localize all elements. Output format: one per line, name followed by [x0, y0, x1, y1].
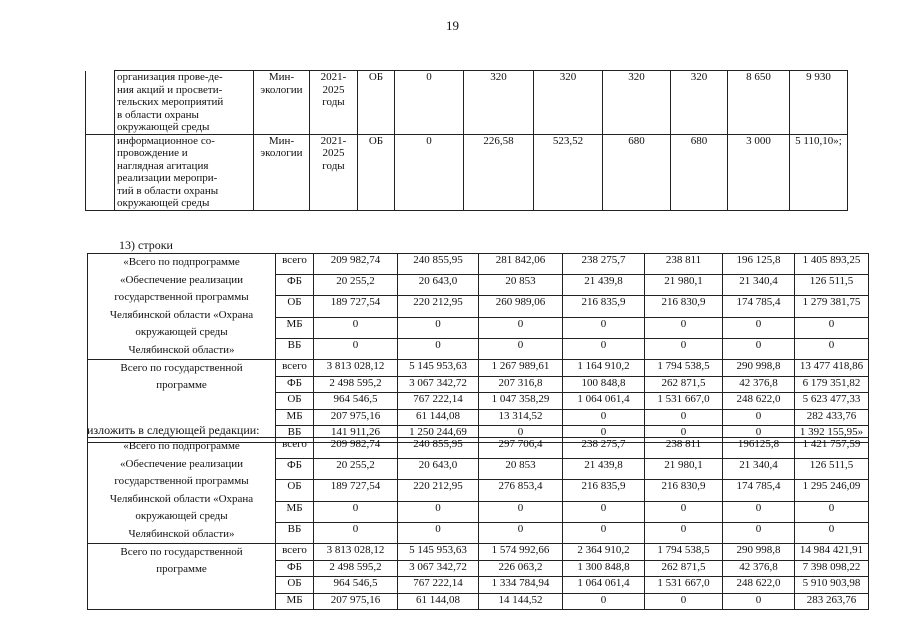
value-cell: 680 — [671, 134, 728, 210]
value-cell: 196125,8 — [723, 438, 795, 459]
source-type-cell: всего — [276, 544, 314, 561]
value-cell: 0 — [645, 501, 723, 522]
value-cell: 216 830,9 — [645, 296, 723, 317]
source-type-cell: ФБ — [276, 560, 314, 577]
value-cell: 20 643,0 — [398, 275, 479, 296]
value-cell: 0 — [395, 134, 464, 210]
activity-row — [86, 71, 848, 135]
value-cell: 0 — [563, 593, 645, 610]
value-cell: 14 984 421,91 — [795, 544, 869, 561]
value-cell: 1 574 992,66 — [479, 544, 563, 561]
value-cell: 42 376,8 — [723, 376, 795, 393]
value-cell: 0 — [723, 522, 795, 543]
value-cell: 126 511,5 — [795, 459, 869, 480]
num-cell — [86, 134, 115, 210]
value-cell: 209 982,74 — [314, 254, 398, 275]
value-cell: 1 405 893,25 — [795, 254, 869, 275]
value-cell: 238 811 — [645, 254, 723, 275]
value-cell: 238 811 — [645, 438, 723, 459]
value-cell: 174 785,4 — [723, 296, 795, 317]
source-cell: ОБ — [358, 134, 395, 210]
page-number: 19 — [446, 18, 459, 33]
value-cell: 1 164 910,2 — [563, 360, 645, 377]
value-cell: 226,58 — [464, 134, 534, 210]
value-cell: 2 364 910,2 — [563, 544, 645, 561]
value-cell: 6 179 351,82 — [795, 376, 869, 393]
value-cell: 1 531 667,0 — [645, 393, 723, 410]
value-cell: 0 — [314, 501, 398, 522]
value-cell: 0 — [795, 317, 869, 338]
activity-name — [115, 71, 254, 135]
value-cell: 1 794 538,5 — [645, 360, 723, 377]
value-cell: 1 300 848,8 — [563, 560, 645, 577]
value-cell: 1 064 061,4 — [563, 577, 645, 594]
value-cell: 1 279 381,75 — [795, 296, 869, 317]
source-type-cell: ОБ — [276, 393, 314, 410]
value-cell: 320 — [534, 71, 603, 135]
value-cell: 248 622,0 — [723, 577, 795, 594]
value-cell: 276 853,4 — [479, 480, 563, 501]
activity-name-line: провождение и — [117, 147, 188, 159]
value-cell: 5 145 953,63 — [398, 544, 479, 561]
source-type-cell: ОБ — [276, 480, 314, 501]
executor-line: Мин- — [268, 71, 295, 83]
value-cell: 216 835,9 — [563, 296, 645, 317]
executor-line: Мин- — [268, 134, 295, 147]
subprogram-row — [88, 254, 869, 275]
activity-name-line: наглядная агитация — [117, 159, 209, 172]
value-cell: 0 — [563, 338, 645, 359]
value-cell: 2 498 595,2 — [314, 376, 398, 393]
value-cell: 1 267 989,61 — [479, 360, 563, 377]
subprogram-label-line: «Всего по подпрограмме — [123, 256, 240, 268]
source-type-cell: ВБ — [276, 338, 314, 359]
value-cell: 240 855,95 — [398, 254, 479, 275]
value-cell: 0 — [723, 593, 795, 610]
value-cell: 290 998,8 — [723, 360, 795, 377]
subprogram-label-line: государственной программы — [114, 291, 249, 303]
value-cell: 0 — [398, 317, 479, 338]
value-cell: 8 650 — [728, 71, 790, 135]
value-cell: 0 — [723, 501, 795, 522]
value-cell: 189 727,54 — [314, 296, 398, 317]
subprogram-label-line: Челябинской области» — [128, 527, 235, 540]
source-type-cell: ФБ — [276, 376, 314, 393]
program-label-line: Всего по государственной — [120, 362, 243, 374]
activity-name-line: организация прове-де- — [117, 71, 223, 83]
value-cell: 767 222,14 — [398, 393, 479, 410]
source-type-cell: ВБ — [276, 426, 314, 443]
activity-name-line: тельских мероприятий — [117, 96, 224, 108]
activity-name-line: реализации меропри- — [117, 172, 218, 184]
value-cell: 0 — [723, 317, 795, 338]
value-cell: 1 295 246,09 — [795, 480, 869, 501]
caption-rows: 13) строки — [119, 238, 173, 252]
value-cell: 767 222,14 — [398, 577, 479, 594]
value-cell: 1 047 358,29 — [479, 393, 563, 410]
value-cell: 3 813 028,12 — [314, 360, 398, 377]
value-cell: 20 643,0 — [398, 459, 479, 480]
value-cell: 1 250 244,69 — [398, 426, 479, 443]
value-cell: 20 255,2 — [314, 459, 398, 480]
activity-name — [115, 134, 254, 210]
period-line: 2021- — [320, 71, 347, 83]
program-label-line: программе — [156, 563, 207, 575]
value-cell: 0 — [795, 501, 869, 522]
source-type-cell: всего — [276, 254, 314, 275]
value-cell: 964 546,5 — [314, 577, 398, 594]
subprogram-total-label — [88, 254, 276, 360]
value-cell: 320 — [464, 71, 534, 135]
value-cell: 1 421 757,59 — [795, 438, 869, 459]
value-cell: 0 — [398, 501, 479, 522]
activities-table — [85, 70, 848, 211]
value-cell: 21 980,1 — [645, 275, 723, 296]
value-cell: 0 — [645, 522, 723, 543]
subprogram-label-line: «Обеспечение реализации — [119, 457, 243, 470]
value-cell: 216 835,9 — [563, 480, 645, 501]
value-cell: 0 — [645, 338, 723, 359]
source-type-cell: МБ — [276, 409, 314, 426]
executor-cell — [254, 134, 310, 210]
subprogram-label-line: «Всего по подпрограмме — [123, 440, 240, 452]
value-cell: 0 — [723, 426, 795, 443]
value-cell: 13 314,52 — [479, 409, 563, 426]
period-line: 2025 — [322, 147, 345, 159]
old-summary-table — [87, 253, 869, 443]
value-cell: 297 706,4 — [479, 438, 563, 459]
value-cell: 238 275,7 — [563, 438, 645, 459]
value-cell: 0 — [723, 338, 795, 359]
subprogram-label-line: окружающей среды — [135, 510, 228, 522]
source-type-cell: МБ — [276, 501, 314, 522]
source-type-cell: МБ — [276, 593, 314, 610]
value-cell: 0 — [563, 409, 645, 426]
value-cell: 0 — [795, 522, 869, 543]
source-type-cell: ВБ — [276, 522, 314, 543]
value-cell: 21 980,1 — [645, 459, 723, 480]
value-cell: 290 998,8 — [723, 544, 795, 561]
value-cell: 0 — [479, 317, 563, 338]
period-cell — [310, 134, 358, 210]
value-cell: 320 — [603, 71, 671, 135]
value-cell: 3 067 342,72 — [398, 376, 479, 393]
value-cell: 0 — [479, 501, 563, 522]
value-cell: 0 — [645, 426, 723, 443]
value-cell: 0 — [314, 522, 398, 543]
value-cell: 240 855,95 — [398, 438, 479, 459]
value-cell: 20 853 — [479, 275, 563, 296]
value-cell: 0 — [479, 522, 563, 543]
value-cell: 21 439,8 — [563, 275, 645, 296]
value-cell: 216 830,9 — [645, 480, 723, 501]
source-type-cell: всего — [276, 360, 314, 377]
value-cell: 0 — [398, 522, 479, 543]
value-cell: 0 — [398, 338, 479, 359]
value-cell: 61 144,08 — [398, 409, 479, 426]
program-label-line: программе — [156, 379, 207, 391]
value-cell: 141 911,26 — [314, 426, 398, 443]
value-cell: 1 392 155,95» — [795, 426, 869, 443]
period-line: 2021- — [320, 134, 347, 147]
period-line: годы — [322, 159, 345, 172]
executor-line: экологии — [260, 83, 303, 96]
source-type-cell: МБ — [276, 317, 314, 338]
value-cell: 5 910 903,98 — [795, 577, 869, 594]
value-cell: 0 — [479, 338, 563, 359]
executor-line: экологии — [260, 147, 303, 159]
value-cell: 21 340,4 — [723, 275, 795, 296]
value-cell: 1 531 667,0 — [645, 577, 723, 594]
value-cell: 42 376,8 — [723, 560, 795, 577]
value-cell: 282 433,76 — [795, 409, 869, 426]
subprogram-row — [88, 438, 869, 459]
subprogram-total-label — [88, 438, 276, 544]
value-cell: 0 — [795, 338, 869, 359]
value-cell: 207 316,8 — [479, 376, 563, 393]
value-cell: 680 — [603, 134, 671, 210]
source-type-cell: ФБ — [276, 459, 314, 480]
value-cell: 283 263,76 — [795, 593, 869, 610]
activity-name-line: ния акций и просвети- — [117, 83, 223, 96]
program-label-line: Всего по государственной — [120, 546, 243, 558]
activity-name-line: окружающей среды — [117, 121, 210, 133]
value-cell: 209 982,74 — [314, 438, 398, 459]
value-cell: 5 110,10»; — [790, 134, 848, 210]
value-cell: 320 — [671, 71, 728, 135]
value-cell: 262 871,5 — [645, 376, 723, 393]
source-type-cell: всего — [276, 438, 314, 459]
value-cell: 0 — [563, 426, 645, 443]
value-cell: 21 340,4 — [723, 459, 795, 480]
value-cell: 248 622,0 — [723, 393, 795, 410]
value-cell: 3 067 342,72 — [398, 560, 479, 577]
value-cell: 174 785,4 — [723, 480, 795, 501]
source-type-cell: ОБ — [276, 577, 314, 594]
program-row — [88, 360, 869, 377]
activity-name-line: тий в области охраны — [117, 184, 219, 197]
subprogram-label-line: Челябинской области» — [128, 343, 235, 356]
value-cell: 207 975,16 — [314, 593, 398, 610]
value-cell: 61 144,08 — [398, 593, 479, 610]
subprogram-label-line: Челябинской области «Охрана — [109, 308, 254, 321]
caption-new-edition: изложить в следующей редакции: — [87, 423, 260, 437]
source-cell: ОБ — [358, 71, 395, 135]
program-total-label — [88, 544, 276, 610]
period-line: 2025 — [322, 83, 345, 96]
value-cell: 1 064 061,4 — [563, 393, 645, 410]
value-cell: 1 334 784,94 — [479, 577, 563, 594]
value-cell: 20 853 — [479, 459, 563, 480]
value-cell: 0 — [645, 409, 723, 426]
value-cell: 523,52 — [534, 134, 603, 210]
value-cell: 226 063,2 — [479, 560, 563, 577]
value-cell: 14 144,52 — [479, 593, 563, 610]
value-cell: 189 727,54 — [314, 480, 398, 501]
value-cell: 260 989,06 — [479, 296, 563, 317]
value-cell: 262 871,5 — [645, 560, 723, 577]
value-cell: 0 — [395, 71, 464, 135]
value-cell: 21 439,8 — [563, 459, 645, 480]
value-cell: 9 930 — [790, 71, 848, 135]
value-cell: 0 — [563, 522, 645, 543]
value-cell: 100 848,8 — [563, 376, 645, 393]
value-cell: 13 477 418,86 — [795, 360, 869, 377]
value-cell: 3 000 — [728, 134, 790, 210]
value-cell: 126 511,5 — [795, 275, 869, 296]
value-cell: 20 255,2 — [314, 275, 398, 296]
value-cell: 1 794 538,5 — [645, 544, 723, 561]
value-cell: 0 — [479, 426, 563, 443]
num-cell — [86, 71, 115, 135]
period-line: годы — [322, 96, 345, 108]
value-cell: 220 212,95 — [398, 480, 479, 501]
executor-cell — [254, 71, 310, 135]
source-type-cell: ОБ — [276, 296, 314, 317]
value-cell: 0 — [645, 317, 723, 338]
period-cell — [310, 71, 358, 135]
activity-name-line: в области охраны — [117, 108, 199, 121]
value-cell: 0 — [723, 409, 795, 426]
value-cell: 964 546,5 — [314, 393, 398, 410]
source-type-cell: ФБ — [276, 275, 314, 296]
value-cell: 196 125,8 — [723, 254, 795, 275]
subprogram-label-line: государственной программы — [114, 475, 249, 487]
subprogram-label-line: Челябинской области «Охрана — [109, 492, 254, 505]
activity-name-line: информационное со- — [117, 134, 215, 147]
value-cell: 0 — [563, 501, 645, 522]
subprogram-label-line: окружающей среды — [135, 326, 228, 338]
activity-name-line: окружающей среды — [117, 197, 210, 209]
value-cell: 7 398 098,22 — [795, 560, 869, 577]
new-summary-table — [87, 437, 869, 610]
value-cell: 0 — [314, 338, 398, 359]
value-cell: 3 813 028,12 — [314, 544, 398, 561]
value-cell: 2 498 595,2 — [314, 560, 398, 577]
activity-row — [86, 134, 848, 210]
program-row — [88, 544, 869, 561]
value-cell: 238 275,7 — [563, 254, 645, 275]
value-cell: 5 623 477,33 — [795, 393, 869, 410]
value-cell: 0 — [645, 593, 723, 610]
value-cell: 0 — [563, 317, 645, 338]
value-cell: 207 975,16 — [314, 409, 398, 426]
subprogram-label-line: «Обеспечение реализации — [119, 273, 243, 286]
value-cell: 5 145 953,63 — [398, 360, 479, 377]
value-cell: 220 212,95 — [398, 296, 479, 317]
value-cell: 281 842,06 — [479, 254, 563, 275]
value-cell: 0 — [314, 317, 398, 338]
